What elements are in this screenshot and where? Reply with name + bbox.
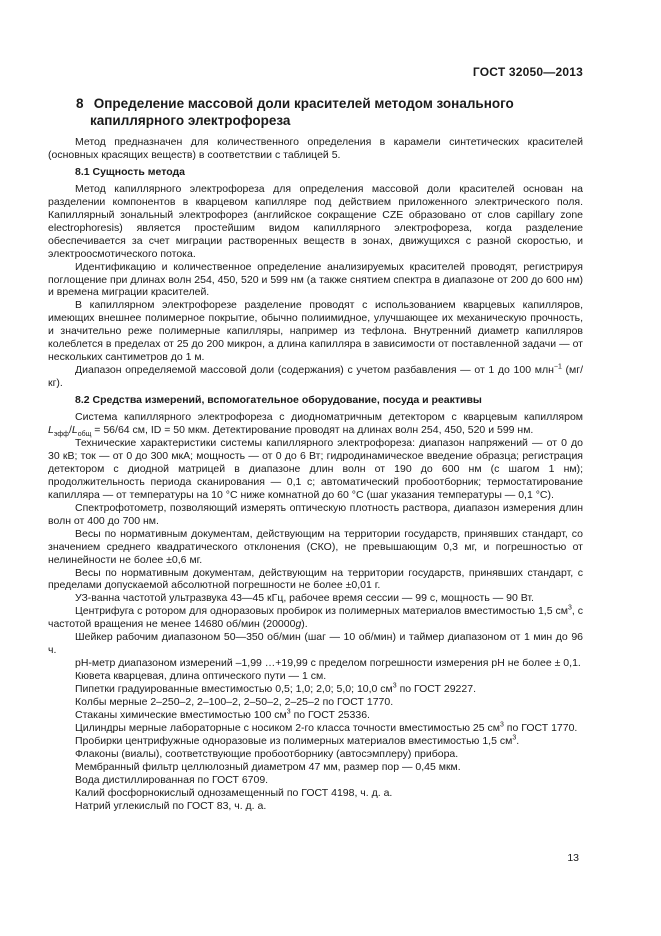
document-body xyxy=(48,136,583,813)
cylinders-item: Цилиндры мерные лабораторные с носиком 2-го класса точности вместимостью 25 $см^3$ по ГОСТ 1770. xyxy=(75,721,578,734)
standard-header: ГОСТ 32050—2013 xyxy=(472,65,583,79)
intro-paragraph: Метод предназначен для количественного определения в карамели синтетических красителей (основных красящих веществ) в соответствии с таблицей 5. xyxy=(48,136,583,161)
list-item: Кювета кварцевая, длина оптического пути — 1 см. xyxy=(75,670,327,683)
beakers-item: Стаканы химические вместимостью 100 $см^3$ по ГОСТ 25336. xyxy=(75,708,370,721)
paragraph: Идентификацию и количественное определение анализируемых красителей проводят, регистрируя поглощение при длинах волн 254, 450, 520 и 599 нм (а также снятием спектра в диапазоне от 200 до 600 нм) и времена миграции красителей. xyxy=(48,260,583,299)
list-item: Весы по нормативным документам, действующим на территории государств, принявших стандарт, с пределами допускаемой абсолютной погрешности не более ±0,01 г. xyxy=(48,566,583,592)
system-paragraph: Система капиллярного электрофореза с диодноматричным детектором с кварцевым капилляром $L_{эфф}/L_{общ} = 56/64$ см, ID = 50 мкм. Детектирование проводят на длинах волн 254, 450, 520 и 599 нм. xyxy=(48,411,583,439)
section-title-line2: капиллярного электрофореза xyxy=(90,113,291,128)
paragraph: Метод капиллярного электрофореза для определения массовой доли красителей основан на разделении компонентов в кварцевом капилляре под действием приложенного электрического поля. Капиллярный зональный электрофорез (английское сокращение CZE образовано от слов capillary zone electrophoresis) является простейшим видом капиллярного электрофореза, когда разделение обеспечивается за счет миграции растворенных веществ в зонах, движущихся с разной скоростью, и электроосмотического потока. xyxy=(48,182,583,260)
page-number: 13 xyxy=(567,852,579,864)
list-item: Весы по нормативным документам, действующим на территории государств, принявших стандарт, со значением среднего квадратического отклонения (СКО), не превышающим 0,3 мг, и погрешностью от нелинейности не более ±0,6 мг. xyxy=(48,527,583,566)
list-item: Натрий углекислый по ГОСТ 83, ч. д. а. xyxy=(75,799,267,812)
list-item: Спектрофотометр, позволяющий измерять оптическую плотность раствора, диапазон измерения длин волн от 400 до 700 нм. xyxy=(48,501,583,527)
section-number: 8 xyxy=(76,96,84,111)
subsection-8-2-heading: 8.2 Средства измерений, вспомогательное оборудование, посуда и реактивы xyxy=(75,394,482,407)
pipettes-item: Пипетки градуированные вместимостью 0,5; 1,0; 2,0; 5,0; 10,0 $см^3$ по ГОСТ 29227. xyxy=(75,682,476,696)
subsection-8-1-heading: 8.1 Сущность метода xyxy=(75,165,186,178)
tubes-item: Пробирки центрифужные одноразовые из полимерных материалов вместимостью 1,5 $см^3$. xyxy=(75,734,520,747)
list-item: УЗ-ванна частотой ультразвука 43—45 кГц, рабочее время сессии — 99 с, мощность — 90 Вт. xyxy=(75,592,534,605)
list-item: Мембранный фильтр целлюлозный диаметром 47 мм, размер пор — 0,45 мкм. xyxy=(75,760,461,773)
centrifuge-item: Центрифуга с ротором для одноразовых пробирок из полимерных материалов вместимостью 1,5 $см^3$, с частотой вращения не менее 14680 об/мин (20000g). xyxy=(48,604,583,631)
list-item: Флаконы (виалы), соответствующие пробоотборнику (автосэмплеру) прибора. xyxy=(75,747,459,760)
list-item: Калий фосфорнокислый однозамещенный по ГОСТ 4198, ч. д. а. xyxy=(75,786,393,799)
range-paragraph: Диапазон определяемой массовой доли (содержания) с учетом разбавления — от 1 до 100 млн$^{-1}$ (мг/кг). xyxy=(48,363,583,390)
list-item: Колбы мерные 2–250–2, 2–100–2, 2–50–2, 2–25–2 по ГОСТ 1770. xyxy=(75,696,394,709)
section-title xyxy=(76,95,596,129)
section-title-line1: Определение массовой доли красителей методом зонального xyxy=(93,96,514,111)
list-item: Технические характеристики системы капиллярного электрофореза: диапазон напряжений — от 0 до 30 кВ; ток — от 0 до 300 мкА; мощность — от 0 до 6 Вт; гидродинамическое введение образца; регистрация детектором с диодной матрицей в диапазоне длин волн от 190 до 600 нм (с шагом 1 нм); продолжительность периода сканирования — 0,1 с; автоматический пробоотборник; термостатирование капилляра — от температуры на 10 °С ниже комнатной до 60 °С (шаг указания температуры — 0,1 °С). xyxy=(48,436,583,501)
list-item: Шейкер рабочим диапазоном 50—350 об/мин (шаг — 10 об/мин) и таймер диапазоном от 1 мин до 96 ч. xyxy=(48,631,583,657)
paragraph: В капиллярном электрофорезе разделение проводят с использованием кварцевых капилляров, имеющих внешнее полимерное покрытие, обычно полиимидное, улучшающее их механическую прочность, и значительно реже полимерные капилляры, например из тефлона. Внутренний диаметр капилляров колеблется в пределах от 25 до 200 микрон, а длина капилляра в зависимости от поставленной задачи — от нескольких сантиметров до 1 м. xyxy=(48,299,583,364)
list-item: Вода дистиллированная по ГОСТ 6709. xyxy=(75,773,269,786)
list-item: pH-метр диапазоном измерений –1,99 …+19,99 с пределом погрешности измерения pH не более ± 0,1. xyxy=(75,657,581,670)
